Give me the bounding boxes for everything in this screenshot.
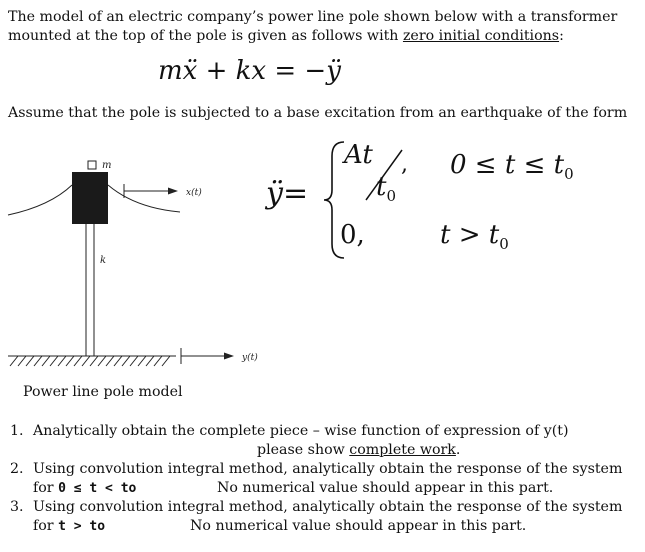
intro-line-2: [8, 27, 564, 46]
intro-line-2-text: mounted at the top of the pole is given as follows with: [8, 28, 403, 44]
ground-hatching: [10, 356, 170, 366]
eq-equals: =: [274, 56, 297, 86]
pw-case2-value: 0,: [340, 220, 365, 250]
zero-initial-conditions-link: zero initial conditions: [402, 28, 560, 44]
question-2-for-text: for: [33, 480, 59, 496]
eq-plus: +: [205, 56, 228, 86]
question-2-for: [33, 479, 136, 498]
y-label: y(t): [242, 353, 258, 363]
pw-case1-denominator: [376, 172, 396, 205]
question-3-note: No numerical value should appear in this part.: [190, 518, 527, 534]
pw-case1-cond-sub: 0: [564, 165, 574, 184]
question-2-note: No numerical value should appear in this part.: [217, 480, 554, 496]
question-1-line-1: Analytically obtain the complete piece – wise function of expression of y(t): [33, 423, 569, 439]
x-arrow-head: [168, 188, 178, 195]
question-2-number: 2.: [10, 461, 24, 477]
question-3-for-text: for: [33, 518, 59, 534]
piecewise-lhs: [266, 176, 308, 211]
equation-of-motion: [158, 56, 341, 86]
eq-rhs: −ÿ: [304, 56, 341, 86]
transformer-mass: [72, 172, 108, 224]
pw-y-ddot: ÿ: [266, 176, 283, 211]
question-3-number: 3.: [10, 499, 24, 515]
question-2-line-1: Using convolution integral method, analytically obtain the response of the system: [33, 461, 623, 477]
pw-case2-cond-sub: 0: [499, 235, 509, 254]
pw-case1-cond-text: 0 ≤ t ≤ t: [450, 150, 565, 180]
question-3-for: [33, 517, 105, 536]
pw-case2-condition: [440, 220, 509, 253]
assume-text: Assume that the pole is subjected to a base excitation from an earthquake of the form: [8, 105, 628, 121]
pw-case1-den-sub: 0: [386, 187, 396, 206]
mass-label: m: [102, 160, 112, 171]
pw-case1-comma: ,: [401, 152, 408, 177]
question-3-line-1: Using convolution integral method, analytically obtain the response of the system: [33, 499, 623, 515]
question-1-line-2: [257, 441, 460, 460]
intro-line-1: The model of an electric company’s power line pole shown below with a transformer: [8, 9, 618, 25]
eq-x-ddot: ẍ: [182, 56, 198, 86]
question-2-condition: 0 ≤ t < to: [58, 481, 137, 496]
intro-line-2-colon: :: [559, 28, 564, 44]
pw-case1-numerator: At: [344, 140, 373, 170]
power-line-pole-diagram: [0, 140, 280, 380]
question-1-line-2-text: please show: [257, 442, 350, 458]
power-line-left: [8, 185, 72, 215]
y-arrow-head: [224, 353, 234, 360]
question-1-number: 1.: [10, 423, 24, 439]
k-label: k: [100, 255, 107, 266]
pw-case2-cond-text: t > t: [440, 220, 500, 250]
x-label: x(t): [186, 188, 202, 198]
pw-case1-den-t: t: [376, 172, 387, 202]
question-3-condition: t > to: [58, 519, 106, 534]
complete-work-link: complete work: [349, 442, 456, 458]
mass-label-box: [88, 161, 96, 169]
question-1-line-2-period: .: [455, 442, 461, 458]
pw-equals: =: [282, 176, 309, 211]
eq-mass: m: [158, 56, 183, 86]
diagram-caption: Power line pole model: [23, 384, 183, 400]
pw-case1-condition: [450, 150, 574, 183]
eq-kx: kx: [235, 56, 267, 86]
